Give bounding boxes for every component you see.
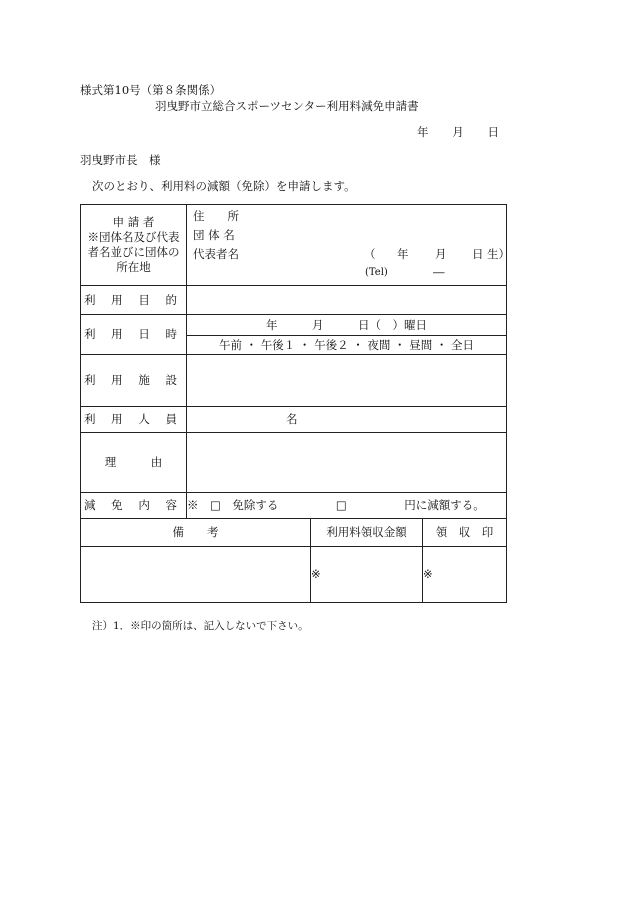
attendees-label: 利 用 人 員 <box>81 407 187 433</box>
receipt-seal-field[interactable]: ※ <box>423 547 507 603</box>
applicant-label-line3: 者名並びに団体の <box>87 245 180 259</box>
date-month: 月 <box>452 125 464 139</box>
application-form-table <box>80 204 510 603</box>
reduction-field[interactable]: ※ □ 免除する □ 円に減額する。 <box>187 493 507 519</box>
applicant-field[interactable] <box>187 205 510 286</box>
reduction-label: 減 免 内 容 <box>81 493 187 519</box>
usage-datetime-row <box>81 315 507 355</box>
applicant-row <box>81 205 507 286</box>
receipt-seal-header: 領 収 印 <box>423 519 507 547</box>
remarks-field[interactable] <box>81 547 311 603</box>
purpose-label: 利 用 目 的 <box>81 286 187 315</box>
attendees-field[interactable] <box>187 407 507 433</box>
date-year: 年 <box>417 125 429 139</box>
birth-month: 月 <box>435 247 447 261</box>
fee-received-header: 利用料領収金額 <box>311 519 423 547</box>
usage-datetime-label: 利 用 日 時 <box>81 315 187 355</box>
usage-date-line: 年 月 日（ ）曜日 <box>187 315 506 336</box>
birth-day: 日 <box>472 247 484 261</box>
tel-dash: ― <box>433 265 445 279</box>
reason-field[interactable] <box>187 433 507 493</box>
purpose-row <box>81 286 507 315</box>
facility-field[interactable] <box>187 355 507 407</box>
tel-label <box>365 265 388 280</box>
addressee: 羽曳野市長 様 <box>80 153 161 167</box>
purpose-field[interactable] <box>187 286 507 315</box>
birth-year: 年 <box>397 247 409 261</box>
reason-label: 理 由 <box>81 433 187 493</box>
tel-close-paren: ) <box>383 267 388 278</box>
tel-text: Tel <box>368 267 384 278</box>
attendees-unit: 名 <box>286 412 298 426</box>
date-day: 日 <box>487 125 499 139</box>
remarks-header: 備 考 <box>81 519 311 547</box>
address-label: 住 所 <box>193 209 239 223</box>
applicant-label-line1: 申 請 者 <box>112 215 155 229</box>
footnote: 注）1．※印の箇所は、記入しないで下さい。 <box>92 620 309 632</box>
facility-row <box>81 355 507 407</box>
facility-label: 利 用 施 設 <box>81 355 187 407</box>
applicant-label-line2: ※団体名及び代表 <box>87 230 180 244</box>
birth-open-paren: （ <box>364 247 376 261</box>
fee-received-field[interactable]: ※ <box>311 547 423 603</box>
usage-periods: 午前 ・ 午後１ ・ 午後２ ・ 夜間 ・ 昼間 ・ 全日 <box>218 338 475 352</box>
tel-open-paren: ( <box>365 267 369 278</box>
reason-row <box>81 433 507 493</box>
reduction-row <box>81 493 507 519</box>
footer-body-row <box>81 547 507 603</box>
form-number: 様式第10号（第８条関係） <box>80 83 222 97</box>
birth-close: 生） <box>487 247 510 261</box>
intro-text: 次のとおり、利用料の減額（免除）を申請します。 <box>92 179 356 193</box>
usage-datetime-field[interactable] <box>187 315 507 355</box>
applicant-label <box>81 205 187 286</box>
group-name-label: 団 体 名 <box>193 228 235 242</box>
footer-header-row <box>81 519 507 547</box>
application-date <box>417 124 499 140</box>
attendees-row <box>81 407 507 433</box>
applicant-label-line4: 所在地 <box>116 260 151 274</box>
document-title: 羽曳野市立総合スポーツセンター利用料減免申請書 <box>155 99 419 113</box>
representative-label: 代表者名 <box>193 247 239 261</box>
